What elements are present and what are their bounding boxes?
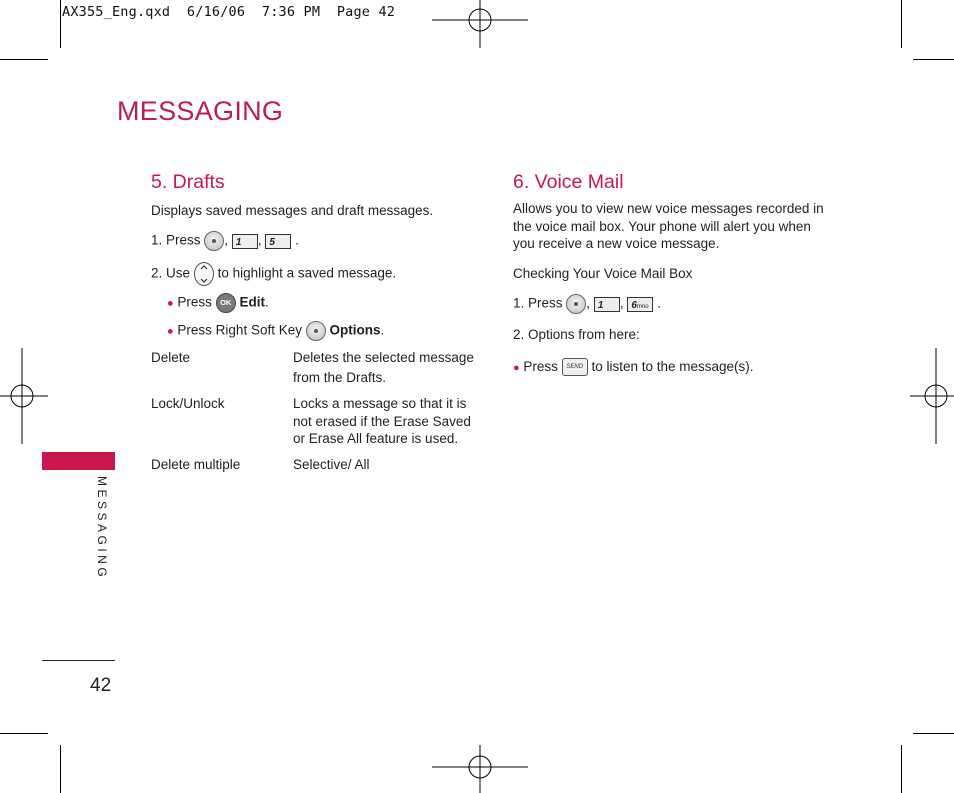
key-1-icon bbox=[232, 234, 258, 249]
crop-mark bbox=[0, 59, 48, 60]
drafts-bullet-2-action: Options bbox=[329, 322, 381, 338]
slug-page: Page 42 bbox=[336, 4, 396, 20]
crop-mark bbox=[901, 0, 902, 48]
crop-mark bbox=[60, 745, 61, 793]
key-6-icon bbox=[627, 297, 653, 312]
voicemail-heading: 6. Voice Mail bbox=[513, 171, 624, 193]
drafts-bullet-1-action: Edit bbox=[239, 294, 265, 310]
option-term: Delete bbox=[151, 350, 191, 365]
voicemail-step-2: 2. Options from here: bbox=[513, 327, 640, 342]
crop-mark bbox=[901, 745, 902, 793]
option-desc-line: not erased if the Erase Saved bbox=[293, 413, 471, 429]
voicemail-intro-line: Allows you to view new voice messages recorded in bbox=[513, 201, 824, 216]
right-soft-key-icon bbox=[306, 321, 326, 341]
voicemail-intro bbox=[513, 200, 824, 253]
option-description bbox=[293, 395, 471, 448]
drafts-bullet-2: ● Press Right Soft Key Options. bbox=[167, 321, 384, 341]
drafts-heading: 5. Drafts bbox=[151, 171, 225, 193]
option-description: Selective/ All bbox=[293, 457, 370, 472]
drafts-step-2-prefix: 2. Use bbox=[151, 265, 191, 281]
option-term: Delete multiple bbox=[151, 457, 241, 472]
key-1-label: 1 bbox=[597, 299, 604, 311]
voicemail-bullet-suffix: to listen to the message(s). bbox=[591, 359, 754, 374]
drafts-bullet-2-prefix: Press Right Soft Key bbox=[177, 322, 302, 338]
voicemail-intro-line: you receive a new voice message. bbox=[513, 236, 720, 251]
drafts-step-2-suffix: to highlight a saved message. bbox=[217, 265, 397, 281]
voicemail-bullet-prefix: Press bbox=[523, 359, 558, 374]
send-key-label: SEND bbox=[566, 364, 584, 371]
drafts-intro: Displays saved messages and draft messages. bbox=[151, 203, 434, 218]
ok-key-label: OK bbox=[220, 298, 232, 307]
ok-key-icon bbox=[216, 293, 236, 313]
key-1-icon bbox=[594, 297, 620, 312]
sidebar-accent-bar bbox=[42, 452, 115, 470]
option-desc-line: Deletes the selected message bbox=[293, 350, 474, 365]
key-5-icon bbox=[265, 234, 291, 249]
crop-mark bbox=[0, 733, 48, 734]
drafts-bullet-1: ● Press OK Edit. bbox=[167, 293, 269, 313]
drafts-step-1: 1. Press , 1 , 5 . bbox=[151, 231, 299, 251]
drafts-step-1-prefix: 1. Press bbox=[151, 232, 201, 248]
sidebar-divider bbox=[42, 660, 115, 661]
key-1-label: 1 bbox=[235, 236, 242, 248]
slug-date: 6/16/06 bbox=[186, 4, 246, 20]
key-6-label: 6 bbox=[631, 299, 637, 311]
slug-time: 7:36 PM bbox=[261, 4, 321, 20]
option-desc-line: from the Drafts. bbox=[293, 369, 387, 385]
key-6-letters: mno bbox=[636, 303, 649, 310]
crop-mark bbox=[913, 733, 954, 734]
menu-key-icon bbox=[566, 294, 586, 314]
bullet-icon: ● bbox=[513, 362, 520, 374]
option-term: Lock/Unlock bbox=[151, 396, 225, 411]
bullet-icon: ● bbox=[167, 297, 174, 310]
crop-mark bbox=[913, 59, 954, 60]
registration-mark-bottom bbox=[432, 745, 528, 793]
slug-filename: AX355_Eng.qxd bbox=[62, 4, 171, 20]
voicemail-step-1: 1. Press , 1 , 6mno . bbox=[513, 294, 661, 314]
registration-mark-top bbox=[432, 0, 528, 48]
bullet-icon: ● bbox=[167, 325, 174, 338]
voicemail-intro-line: the voice mail box. Your phone will alert you when bbox=[513, 218, 811, 234]
print-slug bbox=[62, 4, 395, 20]
option-description bbox=[293, 349, 474, 386]
voicemail-subheading: Checking Your Voice Mail Box bbox=[513, 266, 693, 281]
voicemail-bullet bbox=[513, 358, 754, 378]
drafts-bullet-1-prefix: Press bbox=[177, 294, 212, 310]
key-5-label: 5 bbox=[269, 236, 275, 248]
drafts-step-2 bbox=[151, 262, 396, 286]
registration-mark-left bbox=[0, 348, 48, 444]
crop-mark bbox=[60, 0, 61, 48]
registration-mark-right bbox=[910, 348, 954, 444]
sidebar-section-label: MESSAGING bbox=[95, 476, 109, 581]
page-title: MESSAGING bbox=[117, 96, 284, 126]
menu-key-icon bbox=[204, 231, 224, 251]
option-desc-line: Locks a message so that it is bbox=[293, 396, 467, 411]
send-key-icon bbox=[562, 358, 588, 376]
option-desc-line: or Erase All feature is used. bbox=[293, 431, 459, 446]
page-number: 42 bbox=[90, 675, 112, 696]
voicemail-step-1-prefix: 1. Press bbox=[513, 295, 563, 311]
navigation-key-icon bbox=[194, 262, 214, 286]
